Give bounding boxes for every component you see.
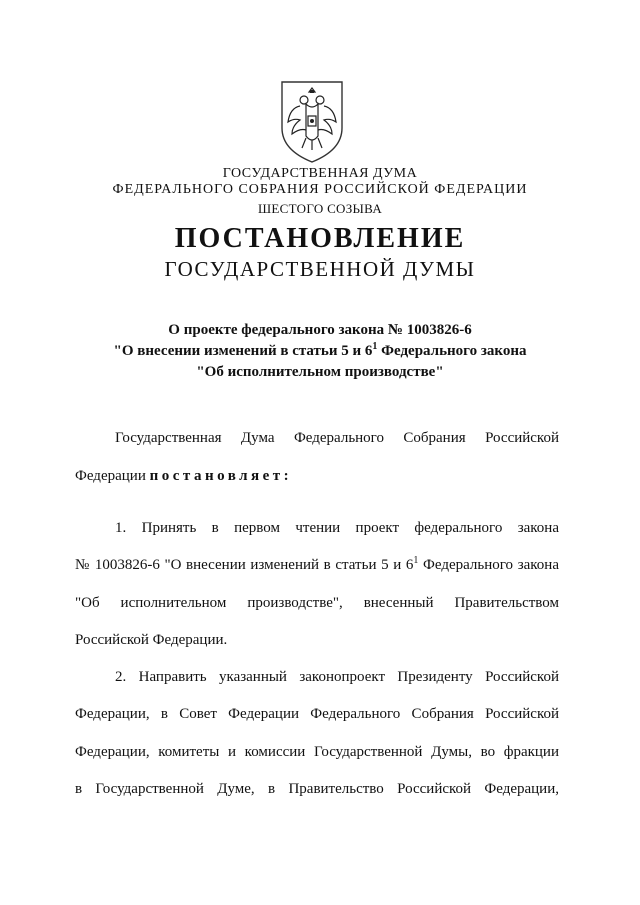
preamble-line-2-text: Федерации — [75, 468, 150, 484]
item-2-line-1: 2. Направить указанный законопроект Президенту Российской — [115, 669, 559, 685]
document-type-title: ПОСТАНОВЛЕНИЕ — [174, 223, 466, 254]
subject-line-2-tail: Федерального закона — [377, 343, 527, 359]
subject-line-2-text: "О внесении изменений в статьи 5 и 6 — [113, 343, 373, 359]
item-1-line-2-tail: Федерального закона — [418, 557, 559, 573]
subject-line-1: О проекте федерального закона № 1003826-6 — [168, 322, 472, 338]
preamble-line-2 — [75, 468, 559, 488]
item-1-superscript: 1 — [413, 555, 419, 566]
item-2-line-2: Федерации, в Совет Федерации Федерального Собрания Российской — [75, 706, 559, 722]
document-issuer: ГОСУДАРСТВЕННОЙ ДУМЫ — [164, 257, 476, 281]
preamble-line-1: Государственная Дума Федерального Собрания Российской — [115, 430, 559, 446]
item-1-line-4: Российской Федерации. — [75, 632, 228, 648]
convocation: ШЕСТОГО СОЗЫВА — [257, 201, 383, 216]
org-line-2: ФЕДЕРАЛЬНОГО СОБРАНИЯ РОССИЙСКОЙ ФЕДЕРАЦИИ — [112, 182, 528, 197]
subject-superscript: 1 — [372, 341, 378, 352]
document-subject — [0, 320, 640, 383]
item-1-line-2 — [75, 557, 559, 577]
coat-of-arms-icon — [276, 78, 348, 166]
item-2-line-4: в Государственной Думе, в Правительство Российской Федерации, — [75, 781, 559, 797]
item-2-line-3: Федерации, комитеты и комиссии Государственной Думы, во фракции — [75, 744, 559, 760]
item-1-line-1: 1. Принять в первом чтении проект федерального закона — [115, 520, 559, 536]
item-1-line-3: "Об исполнительном производстве", внесенный Правительством — [75, 595, 559, 611]
resolves-word: постановляет: — [149, 468, 293, 484]
subject-line-3: "Об исполнительном производстве" — [196, 364, 444, 380]
item-1-line-2-text: № 1003826-6 "О внесении изменений в статьи 5 и 6 — [75, 557, 414, 573]
subject-line-2 — [0, 341, 640, 362]
org-line-1: ГОСУДАРСТВЕННАЯ ДУМА — [222, 166, 418, 181]
